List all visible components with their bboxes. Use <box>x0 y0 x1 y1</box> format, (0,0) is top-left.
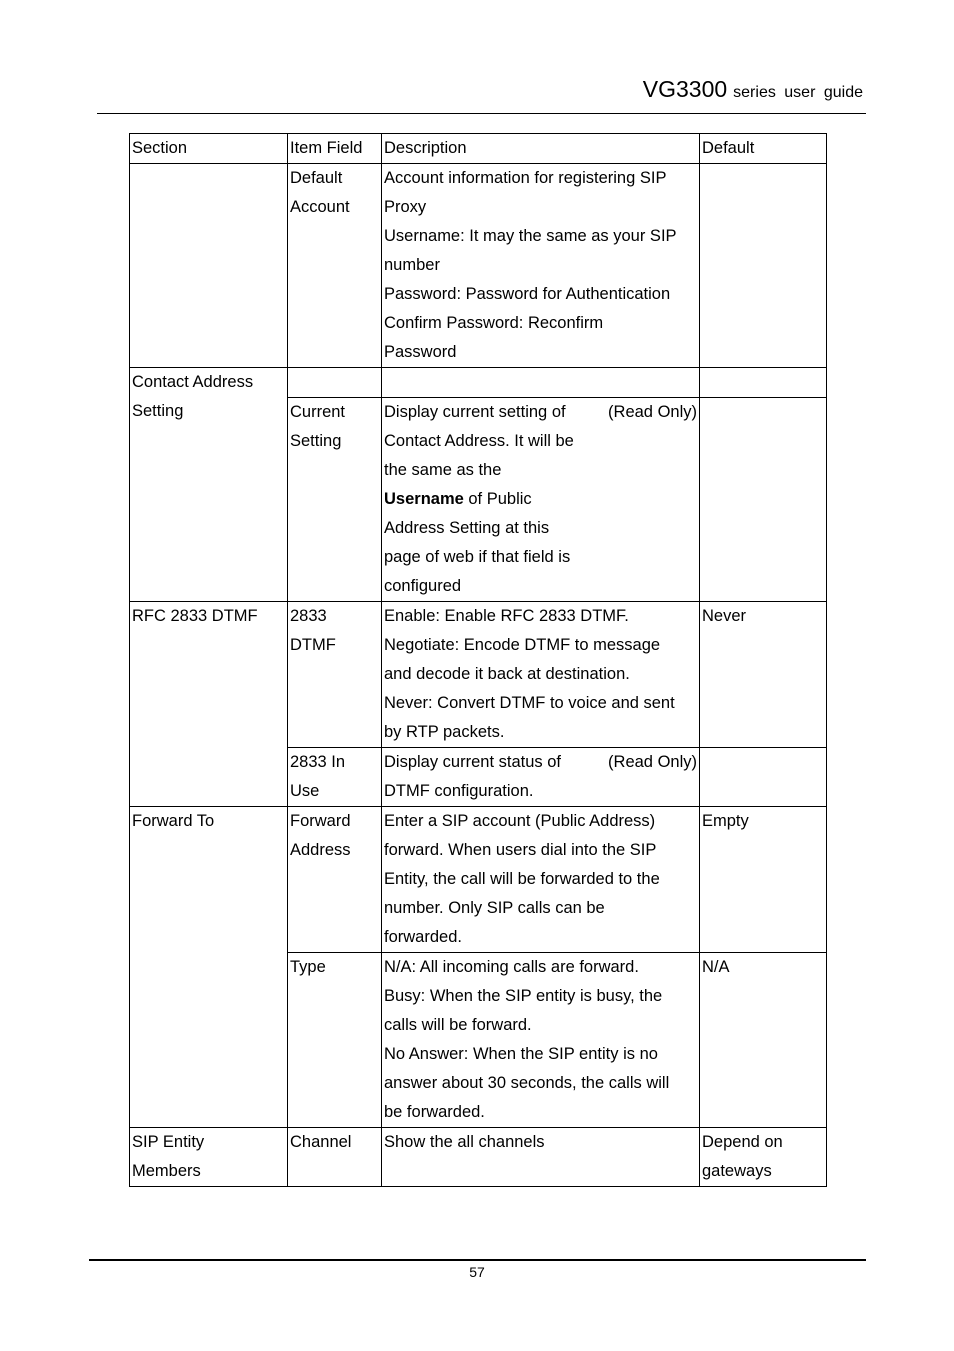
item-field-cell <box>288 368 382 398</box>
section-cell: Contact Address Setting <box>130 368 288 602</box>
column-header-description: Description <box>382 134 700 164</box>
default-cell: N/A <box>700 953 827 1128</box>
table-header-row <box>130 134 827 164</box>
description-cell: Account information for registering SIP Proxy Username: It may the same as your SIP number Password: Password for Authentication Confirm Password: Reconfirm Password <box>382 164 700 368</box>
table-row <box>130 807 827 953</box>
section-cell: RFC 2833 DTMF <box>130 602 288 807</box>
item-field-cell: Current Setting <box>288 398 382 602</box>
description-cell: Enter a SIP account (Public Address) forward. When users dial into the SIP Entity, the call will be forwarded to the number. Only SIP calls can be forwarded. <box>382 807 700 953</box>
item-field-cell: Channel <box>288 1128 382 1187</box>
table-row <box>130 1128 827 1187</box>
page-header <box>643 76 863 103</box>
column-header-default: Default <box>700 134 827 164</box>
product-name: VG3300 <box>642 76 728 102</box>
item-field-cell: Default Account <box>288 164 382 368</box>
header-rule <box>97 113 866 114</box>
footer-rule <box>89 1259 866 1261</box>
section-cell: SIP Entity Members <box>130 1128 288 1187</box>
default-cell: Depend on gateways <box>700 1128 827 1187</box>
table-row <box>130 164 827 368</box>
default-cell <box>700 398 827 602</box>
column-header-section: Section <box>130 134 288 164</box>
settings-table <box>129 133 827 1187</box>
guide-subtitle: series user guide <box>733 84 863 101</box>
description-cell <box>382 368 700 398</box>
page-number: 57 <box>469 1264 485 1280</box>
default-cell <box>700 164 827 368</box>
default-cell <box>700 368 827 398</box>
table-row <box>130 602 827 748</box>
default-cell <box>700 748 827 807</box>
description-cell: Display current status of (Read Only) DTMF configuration. <box>382 748 700 807</box>
item-field-cell: 2833 DTMF <box>288 602 382 748</box>
description-cell: Display current setting of (Read Only) Contact Address. It will be the same as the Username of Public Address Setting at this page of web if that field is configured <box>382 398 700 602</box>
item-field-cell: Forward Address <box>288 807 382 953</box>
default-cell: Empty <box>700 807 827 953</box>
description-cell: Show the all channels <box>382 1128 700 1187</box>
column-header-item-field: Item Field <box>288 134 382 164</box>
table-row <box>130 368 827 398</box>
default-cell: Never <box>700 602 827 748</box>
username-emphasis: Username <box>384 490 464 508</box>
item-field-cell: Type <box>288 953 382 1128</box>
description-cell: Enable: Enable RFC 2833 DTMF. Negotiate: Encode DTMF to message and decode it back at destination. Never: Convert DTMF to voice and sent by RTP packets. <box>382 602 700 748</box>
read-only-note: (Read Only) <box>608 753 697 771</box>
read-only-note: (Read Only) <box>608 403 697 421</box>
section-cell <box>130 164 288 368</box>
item-field-cell: 2833 In Use <box>288 748 382 807</box>
section-cell: Forward To <box>130 807 288 1128</box>
description-cell: N/A: All incoming calls are forward. Busy: When the SIP entity is busy, the calls will be forward. No Answer: When the SIP entity is no answer about 30 seconds, the calls will be forwarded. <box>382 953 700 1128</box>
